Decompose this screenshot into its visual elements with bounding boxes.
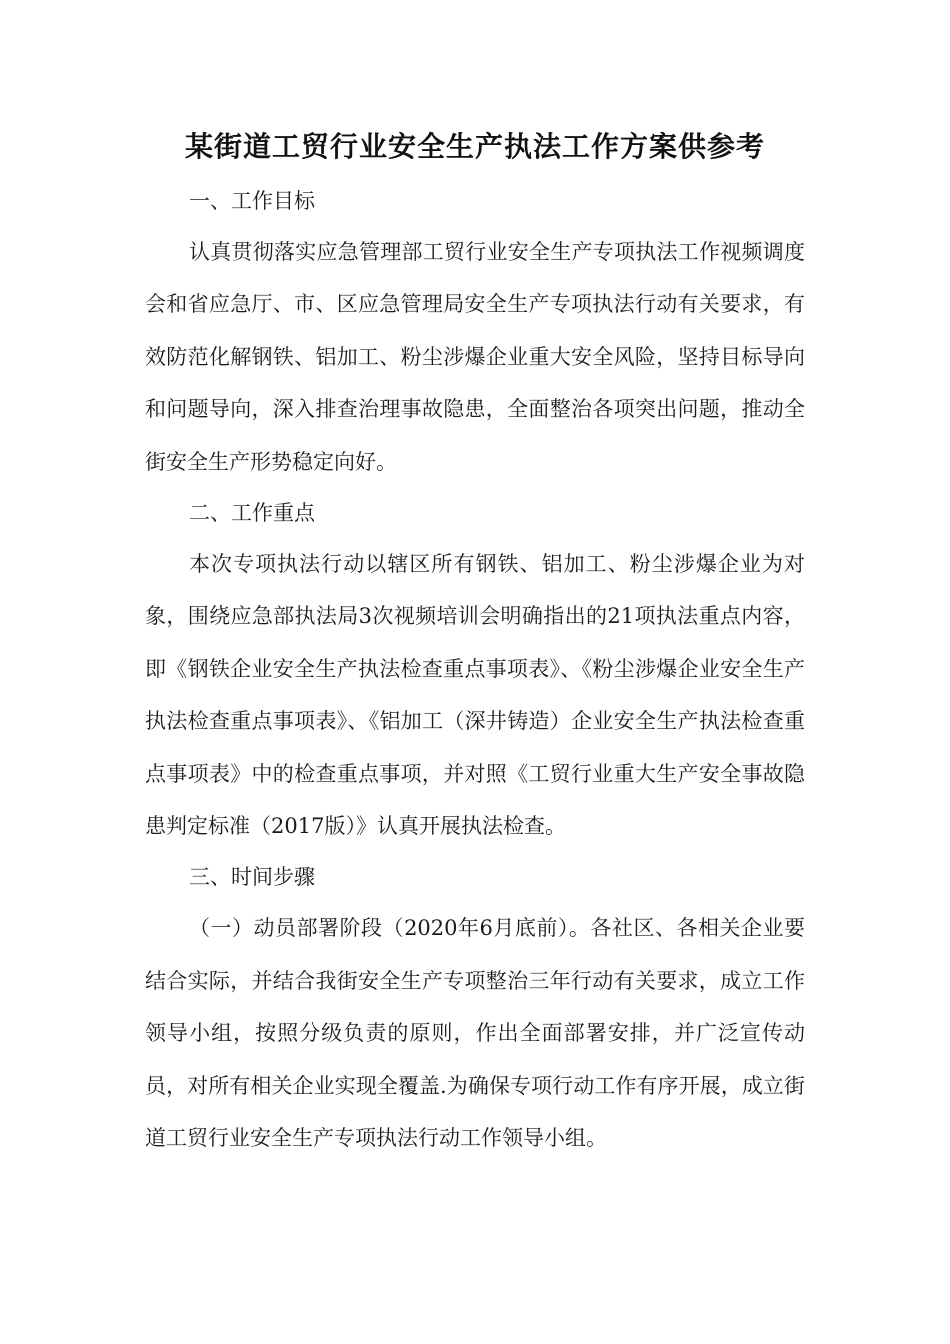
- section-heading-steps: 三、时间步骤: [189, 865, 315, 890]
- section-paragraph-goals: 认真贯彻落实应急管理部工贸行业安全生产专项执法工作视频调度会和省应急厅、市、区应急管理局安全生产专项执法行动有关要求，有效防范化解钢铁、铝加工、粉尘涉爆企业重大安全风险，坚持目标导向和问题导向，深入排查治理事故隐患，全面整治各项突出问题，推动全街安全生产形势稳定向好。: [145, 240, 805, 474]
- section-paragraph-focus: 本次专项执法行动以辖区所有钢铁、铝加工、粉尘涉爆企业为对象，围绕应急部执法局3次视频培训会明确指出的21项执法重点内容，即《钢铁企业安全生产执法检查重点事项表》、《粉尘涉爆企业安全生产执法检查重点事项表》、《铝加工（深井铸造）企业安全生产执法检查重点事项表》中的检查重点事项，并对照《工贸行业重大生产安全事故隐患判定标准（2017版）》认真开展执法检查。: [145, 552, 805, 839]
- document-page: [145, 118, 805, 1165]
- document-title: 某街道工贸行业安全生产执法工作方案供参考: [184, 130, 765, 163]
- section-paragraph-steps: （一）动员部署阶段（2020年6月底前）。各社区、各相关企业要结合实际，并结合我街安全生产专项整治三年行动有关要求，成立工作领导小组，按照分级负责的原则，作出全面部署安排，并广泛宣传动员，对所有相关企业实现全覆盖.为确保专项行动工作有序开展，成立街道工贸行业安全生产专项执法行动工作领导小组。: [145, 916, 805, 1151]
- section-heading-goals: 一、工作目标: [189, 189, 315, 213]
- section-heading-focus: 二、工作重点: [189, 501, 315, 526]
